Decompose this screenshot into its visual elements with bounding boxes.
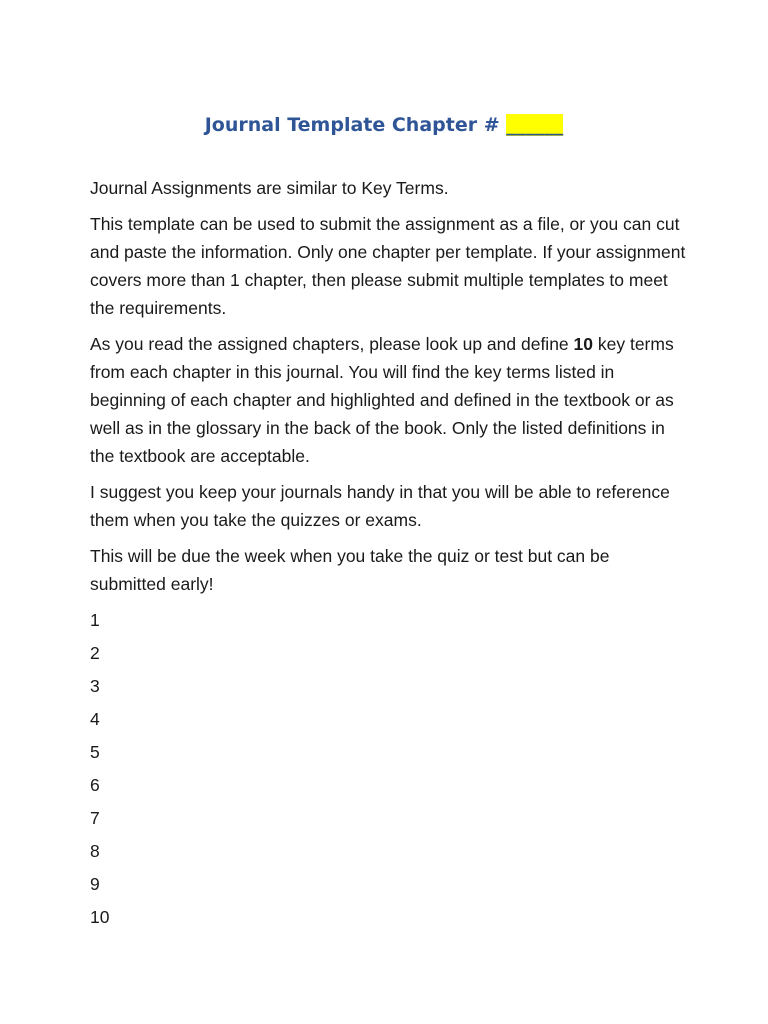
key-terms-list (90, 606, 690, 936)
list-item: 3 (90, 676, 100, 696)
instructions-text-end: key terms from each chapter in this journal. You will find the key terms listed in beginning of each chapter and highlighted and defined in the textbook or as well as in the glossary in the back of the book. Only the listed definitions in the textbook are acceptable. (90, 334, 674, 466)
paragraph-suggestion: I suggest you keep your journals handy in that you will be able to reference them when you take the quizzes or exams. (90, 482, 670, 530)
list-item: 4 (90, 709, 100, 729)
paragraph-due-date: This will be due the week when you take the quiz or test but can be submitted early! (90, 546, 610, 594)
list-item: 5 (90, 742, 100, 762)
paragraph-template-usage: This template can be used to submit the assignment as a file, or you can cut and paste the information. Only one chapter per template. If your assignment covers more than 1 chapter, then please submit multiple templates to meet the requirements. (90, 214, 686, 318)
list-item: 1 (90, 610, 100, 630)
instructions-text-start: As you read the assigned chapters, please look up and define (90, 334, 574, 354)
list-item: 7 (90, 808, 100, 828)
list-item: 6 (90, 775, 100, 795)
document-body (90, 174, 690, 936)
list-item: 2 (90, 643, 100, 663)
title-text: Journal Template Chapter # (204, 114, 500, 136)
chapter-number-blank: ______ (506, 114, 564, 136)
list-item: 10 (90, 907, 110, 927)
list-item: 8 (90, 841, 100, 861)
key-term-count: 10 (573, 334, 593, 354)
list-item: 9 (90, 874, 100, 894)
paragraph-instructions (90, 330, 690, 470)
paragraph-intro: Journal Assignments are similar to Key Terms. (90, 178, 449, 198)
document-title (0, 110, 768, 140)
